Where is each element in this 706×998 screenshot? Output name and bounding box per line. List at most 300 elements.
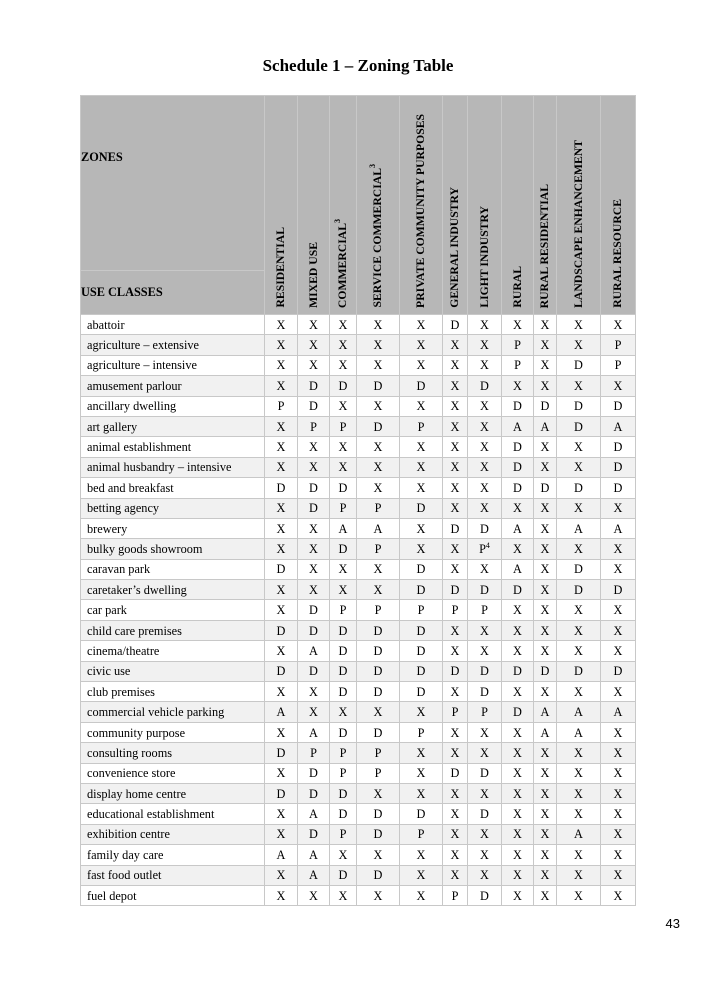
permissibility-cell: D [557,478,601,498]
permissibility-cell: X [468,457,502,477]
permissibility-cell: X [400,437,443,457]
permissibility-cell: D [468,763,502,783]
permissibility-cell: X [443,559,468,579]
permissibility-cell: P [298,743,330,763]
permissibility-cell: D [443,661,468,681]
zone-header [502,96,534,315]
permissibility-cell: A [534,702,557,722]
permissibility-cell: P [400,824,443,844]
permissibility-cell: X [557,376,601,396]
permissibility-cell: X [534,641,557,661]
permissibility-cell: X [601,885,636,905]
use-class-cell: family day care [81,845,265,865]
permissibility-cell: X [502,763,534,783]
permissibility-cell: D [468,682,502,702]
permissibility-cell: D [400,661,443,681]
zone-header [298,96,330,315]
table-row [81,661,636,681]
permissibility-cell: X [557,335,601,355]
use-class-cell: educational establishment [81,804,265,824]
permissibility-cell: A [557,518,601,538]
permissibility-cell: D [468,518,502,538]
permissibility-cell: X [357,702,400,722]
permissibility-cell: X [330,845,357,865]
permissibility-cell: P [357,743,400,763]
table-row [81,702,636,722]
permissibility-cell: X [468,743,502,763]
permissibility-cell: P [330,416,357,436]
permissibility-cell: X [557,600,601,620]
permissibility-cell: X [557,315,601,335]
permissibility-cell: D [468,885,502,905]
table-row [81,824,636,844]
permissibility-cell: D [298,396,330,416]
permissibility-cell: D [400,498,443,518]
permissibility-cell: X [443,722,468,742]
permissibility-cell: A [557,824,601,844]
permissibility-cell: D [557,396,601,416]
permissibility-cell: A [601,518,636,538]
permissibility-cell: X [601,763,636,783]
permissibility-cell: X [357,335,400,355]
permissibility-cell: X [502,722,534,742]
permissibility-cell: D [601,580,636,600]
permissibility-cell: X [534,437,557,457]
permissibility-cell: X [534,804,557,824]
permissibility-cell: D [357,824,400,844]
permissibility-cell: X [502,376,534,396]
permissibility-cell: X [265,315,298,335]
permissibility-cell: X [534,743,557,763]
permissibility-cell: D [265,743,298,763]
permissibility-cell: X [443,437,468,457]
permissibility-cell: X [601,498,636,518]
permissibility-cell: X [502,682,534,702]
permissibility-cell: A [601,416,636,436]
permissibility-cell: X [357,559,400,579]
permissibility-cell: X [265,437,298,457]
permissibility-cell: D [357,682,400,702]
permissibility-cell: P [502,335,534,355]
permissibility-cell: D [400,641,443,661]
permissibility-cell: X [298,559,330,579]
table-row [81,620,636,640]
permissibility-cell: P [330,824,357,844]
permissibility-cell: X [534,845,557,865]
use-class-cell: caretaker’s dwelling [81,580,265,600]
page-number: 43 [665,916,680,931]
permissibility-cell: X [265,763,298,783]
permissibility-cell: D [330,783,357,803]
use-class-cell: display home centre [81,783,265,803]
permissibility-cell: D [357,661,400,681]
permissibility-cell: X [557,783,601,803]
permissibility-cell: X [468,783,502,803]
permissibility-cell: X [502,804,534,824]
permissibility-cell: X [265,498,298,518]
permissibility-cell: X [468,722,502,742]
use-class-cell: child care premises [81,620,265,640]
permissibility-cell: A [557,722,601,742]
permissibility-cell: X [534,498,557,518]
permissibility-cell: P [357,498,400,518]
footnote-marker: 4 [485,540,490,550]
permissibility-cell: X [534,682,557,702]
permissibility-cell: X [298,682,330,702]
permissibility-cell: X [443,865,468,885]
use-class-cell: community purpose [81,722,265,742]
permissibility-cell: X [534,580,557,600]
zone-header-label: RESIDENTIAL [274,227,287,308]
permissibility-cell: X [534,763,557,783]
permissibility-cell: X [601,641,636,661]
permissibility-cell: D [357,376,400,396]
table-row [81,355,636,375]
footnote-marker: 3 [333,218,343,223]
permissibility-cell: D [298,620,330,640]
permissibility-cell: X [557,743,601,763]
permissibility-cell: X [400,702,443,722]
permissibility-cell: X [265,376,298,396]
permissibility-cell: X [502,539,534,559]
permissibility-cell: D [400,376,443,396]
use-class-cell: car park [81,600,265,620]
permissibility-cell: A [534,416,557,436]
permissibility-cell: D [601,396,636,416]
permissibility-cell: P [357,600,400,620]
permissibility-cell: X [502,620,534,640]
permissibility-cell: X [298,457,330,477]
permissibility-cell: X [534,865,557,885]
permissibility-cell: X [443,845,468,865]
permissibility-cell: D [298,478,330,498]
permissibility-cell: X [601,682,636,702]
permissibility-cell: X [265,518,298,538]
permissibility-cell: D [601,661,636,681]
permissibility-cell: X [330,315,357,335]
permissibility-cell: X [400,783,443,803]
permissibility-cell: D [400,559,443,579]
permissibility-cell: X [265,885,298,905]
permissibility-cell: X [443,824,468,844]
permissibility-cell: A [298,641,330,661]
permissibility-cell: X [298,518,330,538]
use-class-cell: commercial vehicle parking [81,702,265,722]
permissibility-cell: X [601,804,636,824]
permissibility-cell: D [330,641,357,661]
use-class-cell: consulting rooms [81,743,265,763]
permissibility-cell: A [357,518,400,538]
footnote-marker: 3 [368,164,378,169]
use-classes-corner-label: USE CLASSES [81,271,265,315]
permissibility-cell: X [357,437,400,457]
permissibility-cell: X [443,783,468,803]
permissibility-cell: X [502,498,534,518]
permissibility-cell: X [330,396,357,416]
permissibility-cell: D [330,376,357,396]
table-row [81,518,636,538]
permissibility-cell: X [265,865,298,885]
use-class-cell: amusement parlour [81,376,265,396]
permissibility-cell: X [468,498,502,518]
use-class-cell: bulky goods showroom [81,539,265,559]
zone-header [468,96,502,315]
use-class-cell: club premises [81,682,265,702]
permissibility-cell: D [557,355,601,375]
permissibility-cell: D [502,661,534,681]
table-row [81,641,636,661]
permissibility-cell: A [265,702,298,722]
permissibility-cell: X [534,600,557,620]
table-body [81,315,636,906]
table-row [81,845,636,865]
permissibility-cell: D [357,722,400,742]
permissibility-cell: X [400,457,443,477]
permissibility-cell: D [330,620,357,640]
zone-header-label: LIGHT INDUSTRY [477,206,491,308]
permissibility-cell: X [534,824,557,844]
permissibility-cell: P [502,355,534,375]
permissibility-cell: X [468,620,502,640]
permissibility-cell: D [298,783,330,803]
permissibility-cell: X [330,437,357,457]
permissibility-cell: D [330,478,357,498]
permissibility-cell: X [400,743,443,763]
permissibility-cell: A [330,518,357,538]
permissibility-cell: D [502,478,534,498]
table-row [81,539,636,559]
permissibility-cell: X [298,539,330,559]
permissibility-cell: X [534,335,557,355]
use-class-cell: caravan park [81,559,265,579]
permissibility-cell: X [357,845,400,865]
permissibility-cell: X [265,722,298,742]
permissibility-cell: X [468,824,502,844]
zone-header-label: GENERAL INDUSTRY [448,187,461,308]
permissibility-cell: P [400,416,443,436]
permissibility-cell: X [557,763,601,783]
permissibility-cell: X [400,478,443,498]
permissibility-cell: A [298,804,330,824]
permissibility-cell: A [502,518,534,538]
permissibility-cell: D [502,457,534,477]
permissibility-cell: D [534,396,557,416]
permissibility-cell: X [400,865,443,885]
permissibility-cell: D [298,661,330,681]
permissibility-cell: D [330,865,357,885]
table-row [81,376,636,396]
permissibility-cell: D [443,763,468,783]
permissibility-cell: X [601,620,636,640]
permissibility-cell: X [330,580,357,600]
permissibility-cell: X [557,845,601,865]
permissibility-cell: X [400,885,443,905]
permissibility-cell: X [468,865,502,885]
permissibility-cell: X [443,682,468,702]
permissibility-cell: X [601,559,636,579]
permissibility-cell: A [502,559,534,579]
permissibility-cell: X [534,457,557,477]
permissibility-cell: X [502,865,534,885]
permissibility-cell: X [298,437,330,457]
permissibility-cell: D [330,804,357,824]
permissibility-cell: D [265,783,298,803]
permissibility-cell: X [557,682,601,702]
permissibility-cell: D [502,396,534,416]
permissibility-cell: D [443,580,468,600]
permissibility-cell: D [400,620,443,640]
permissibility-cell: A [298,722,330,742]
permissibility-cell: D [468,661,502,681]
permissibility-cell: X [330,355,357,375]
permissibility-cell: X [443,539,468,559]
permissibility-cell: X [400,845,443,865]
permissibility-cell: D [265,661,298,681]
permissibility-cell: $P^4$ [468,539,502,559]
zone-header-label: SERVICE COMMERCIAL$^3$ [368,164,384,308]
permissibility-cell: X [502,783,534,803]
table-row [81,865,636,885]
permissibility-cell: X [443,620,468,640]
permissibility-cell: X [330,702,357,722]
zone-header-label: RURAL RESIDENTIAL [538,183,551,308]
table-row [81,743,636,763]
permissibility-cell: X [534,559,557,579]
permissibility-cell: X [601,743,636,763]
permissibility-cell: D [400,804,443,824]
permissibility-cell: X [468,396,502,416]
permissibility-cell: X [557,641,601,661]
permissibility-cell: X [443,396,468,416]
permissibility-cell: X [557,437,601,457]
permissibility-cell: X [265,600,298,620]
permissibility-cell: A [502,416,534,436]
table-row [81,682,636,702]
permissibility-cell: D [557,580,601,600]
table-row [81,478,636,498]
permissibility-cell: X [265,804,298,824]
permissibility-cell: D [534,478,557,498]
permissibility-cell: X [357,315,400,335]
permissibility-cell: A [601,702,636,722]
permissibility-cell: X [468,845,502,865]
permissibility-cell: X [400,396,443,416]
permissibility-cell: X [265,416,298,436]
permissibility-cell: X [534,885,557,905]
permissibility-cell: X [298,355,330,375]
table-row [81,885,636,905]
permissibility-cell: D [468,376,502,396]
permissibility-cell: X [400,315,443,335]
permissibility-cell: X [468,335,502,355]
permissibility-cell: X [357,396,400,416]
use-class-cell: agriculture – intensive [81,355,265,375]
permissibility-cell: X [357,783,400,803]
permissibility-cell: D [357,620,400,640]
table-row [81,335,636,355]
permissibility-cell: X [357,355,400,375]
permissibility-cell: X [357,457,400,477]
permissibility-cell: X [298,702,330,722]
zone-header-label: RURAL RESOURCE [611,199,624,308]
permissibility-cell: P [330,498,357,518]
permissibility-cell: X [601,865,636,885]
permissibility-cell: X [265,539,298,559]
permissibility-cell: P [330,600,357,620]
permissibility-cell: A [534,722,557,742]
permissibility-cell: X [502,824,534,844]
permissibility-cell: X [468,416,502,436]
zone-header [534,96,557,315]
table-row [81,600,636,620]
permissibility-cell: D [357,416,400,436]
permissibility-cell: X [443,376,468,396]
permissibility-cell: P [400,722,443,742]
permissibility-cell: P [357,763,400,783]
permissibility-cell: P [400,600,443,620]
zone-header [601,96,636,315]
permissibility-cell: D [443,315,468,335]
permissibility-cell: X [265,682,298,702]
use-class-cell: animal husbandry – intensive [81,457,265,477]
use-class-cell: brewery [81,518,265,538]
table-row [81,763,636,783]
permissibility-cell: X [330,335,357,355]
permissibility-cell: X [557,885,601,905]
permissibility-cell: D [298,600,330,620]
permissibility-cell: X [443,641,468,661]
permissibility-cell: D [265,559,298,579]
permissibility-cell: X [557,539,601,559]
permissibility-cell: X [265,580,298,600]
permissibility-cell: X [400,518,443,538]
permissibility-cell: D [468,804,502,824]
permissibility-cell: X [298,335,330,355]
zones-corner-label: ZONES [81,96,265,271]
use-class-cell: fuel depot [81,885,265,905]
permissibility-cell: X [443,335,468,355]
permissibility-cell: X [557,620,601,640]
page-title: Schedule 1 – Zoning Table [262,56,454,75]
use-class-cell: cinema/theatre [81,641,265,661]
permissibility-cell: X [443,743,468,763]
permissibility-cell: X [557,804,601,824]
permissibility-cell: P [357,539,400,559]
permissibility-cell: D [298,763,330,783]
zone-header-label: PRIVATE COMMUNITY PURPOSES [414,114,427,308]
permissibility-cell: X [298,315,330,335]
permissibility-cell: D [601,437,636,457]
table-row [81,396,636,416]
permissibility-cell: P [601,335,636,355]
permissibility-cell: X [265,641,298,661]
permissibility-cell: D [330,682,357,702]
permissibility-cell: P [443,600,468,620]
permissibility-cell: X [601,600,636,620]
zoning-table [80,95,636,906]
use-class-cell: fast food outlet [81,865,265,885]
permissibility-cell: X [443,804,468,824]
table-row [81,783,636,803]
table-row [81,722,636,742]
zone-header-label: COMMERCIAL$^3$ [333,218,349,308]
use-class-cell: bed and breakfast [81,478,265,498]
permissibility-cell: D [298,376,330,396]
permissibility-cell: X [502,315,534,335]
permissibility-cell: X [330,457,357,477]
use-class-cell: abattoir [81,315,265,335]
permissibility-cell: D [400,580,443,600]
